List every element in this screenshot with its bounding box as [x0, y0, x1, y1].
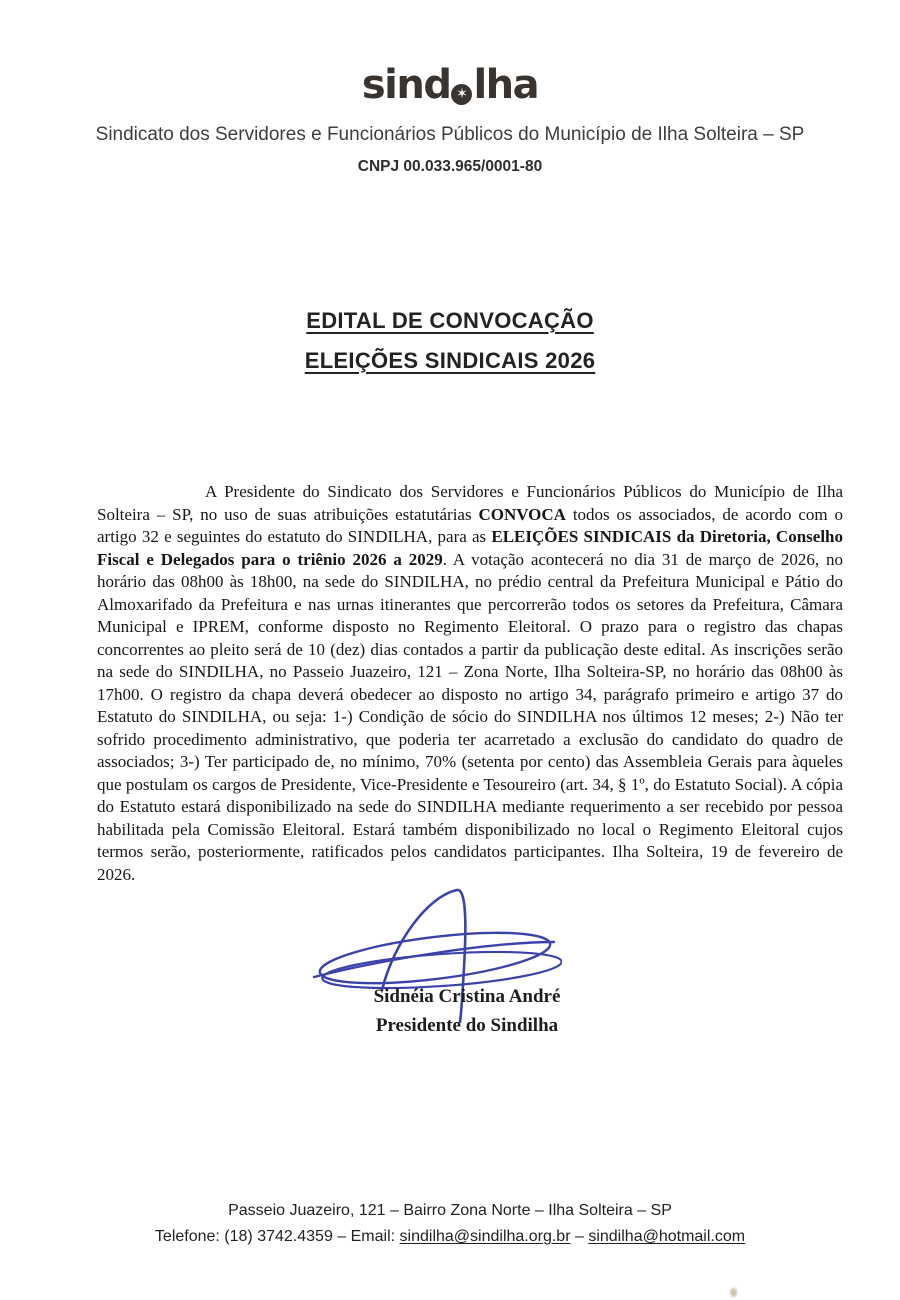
star-icon: ✶: [451, 84, 472, 105]
footer-phone-email-label: Telefone: (18) 3742.4359 – Email:: [154, 1228, 400, 1245]
signatory-role: Presidente do Sindilha: [375, 1015, 559, 1036]
footer-email-org: sindilha@sindilha.org.br: [399, 1228, 571, 1245]
logo-text-right: lha: [473, 62, 539, 108]
document-title-line2: ELEIÇÕES SINDICAIS 2026: [304, 348, 596, 373]
logo-text-left: sind: [361, 62, 451, 108]
organization-name: Sindicato dos Servidores e Funcionários Públicos do Município de Ilha Solteira – SP: [95, 124, 805, 145]
sindilha-logo: [0, 62, 900, 108]
body-segment-2: todos os associados, de acordo com o artigo 32 e seguintes do estatuto do SINDILHA, para as: [97, 504, 844, 546]
body-segment-3: . A votação acontecerá no dia 31 de março de 2026, no horário das 08h00 às 18h00, na sede do SINDILHA, no prédio central da Prefeitura Municipal e Pátio do Almoxarifado da Prefeitura e nas urnas itinerantes que percorrerão todos os setores da Prefeitura, Câmara Municipal e IPREM, conforme disposto no Regimento Eleitoral. O prazo para o registro das chapas concorrentes ao pleito será de 10 (dez) dias contados a partir da publicação deste edital. As inscrições serão na sede do SINDILHA, no Passeio Juazeiro, 121 – Zona Norte, Ilha Solteira-SP, no horário das 08h00 às 17h00. O registro da chapa deverá obedecer ao disposto no artigo 34, parágrafo primeiro e artigo 37 do Estatuto do SINDILHA, ou seja: 1-) Condição de sócio do SINDILHA nos últimos 12 meses; 2-) Não ter sofrido procedimento administrativo, que poderia ter acarretado a exclusão do candidato do quadro de associados; 3-) Ter participado de, no mínimo, 70% (setenta por cento) das Assembleia Gerais para àqueles que postulam os cargos de Presidente, Vice-Presidente e Tesoureiro (art. 34, § 1º, do Estatuto Social). A cópia do Estatuto estará disponibilizado na sede do SINDILHA mediante requerimento a ser recebido por pessoa habilitada pela Comissão Eleitoral. Estará também disponibilizado no local o Regimento Eleitoral cujos termos serão, posteriormente, ratificados pelos candidatos participantes. Ilha Solteira, 19 de fevereiro de 2026.: [97, 549, 843, 884]
footer-email-separator: –: [570, 1228, 589, 1245]
edital-body-paragraph: [97, 481, 843, 886]
footer-contact: [0, 1228, 900, 1246]
body-bold-eleicoes: ELEIÇÕES SINDICAIS da Diretoria, Conselho Fiscal e Delegados para o triênio 2026 a 2029: [97, 527, 843, 569]
body-segment-1: A Presidente do Sindicato dos Servidores e Funcionários Públicos do Município de Ilha Solteira – SP, no uso de suas atribuições estatutárias: [97, 482, 843, 524]
body-bold-convoca: CONVOCA: [478, 504, 566, 524]
footer-address: Passeio Juazeiro, 121 – Bairro Zona Norte – Ilha Solteira – SP: [228, 1202, 672, 1219]
scan-artifact-speck: [730, 1288, 737, 1297]
footer-email-hotmail: sindilha@hotmail.com: [588, 1228, 746, 1245]
signatory-name: Sidnéia Cristina André: [373, 986, 561, 1007]
cnpj-number: CNPJ 00.033.965/0001-80: [357, 158, 543, 175]
document-title-line1: EDITAL DE CONVOCAÇÃO: [306, 308, 594, 333]
